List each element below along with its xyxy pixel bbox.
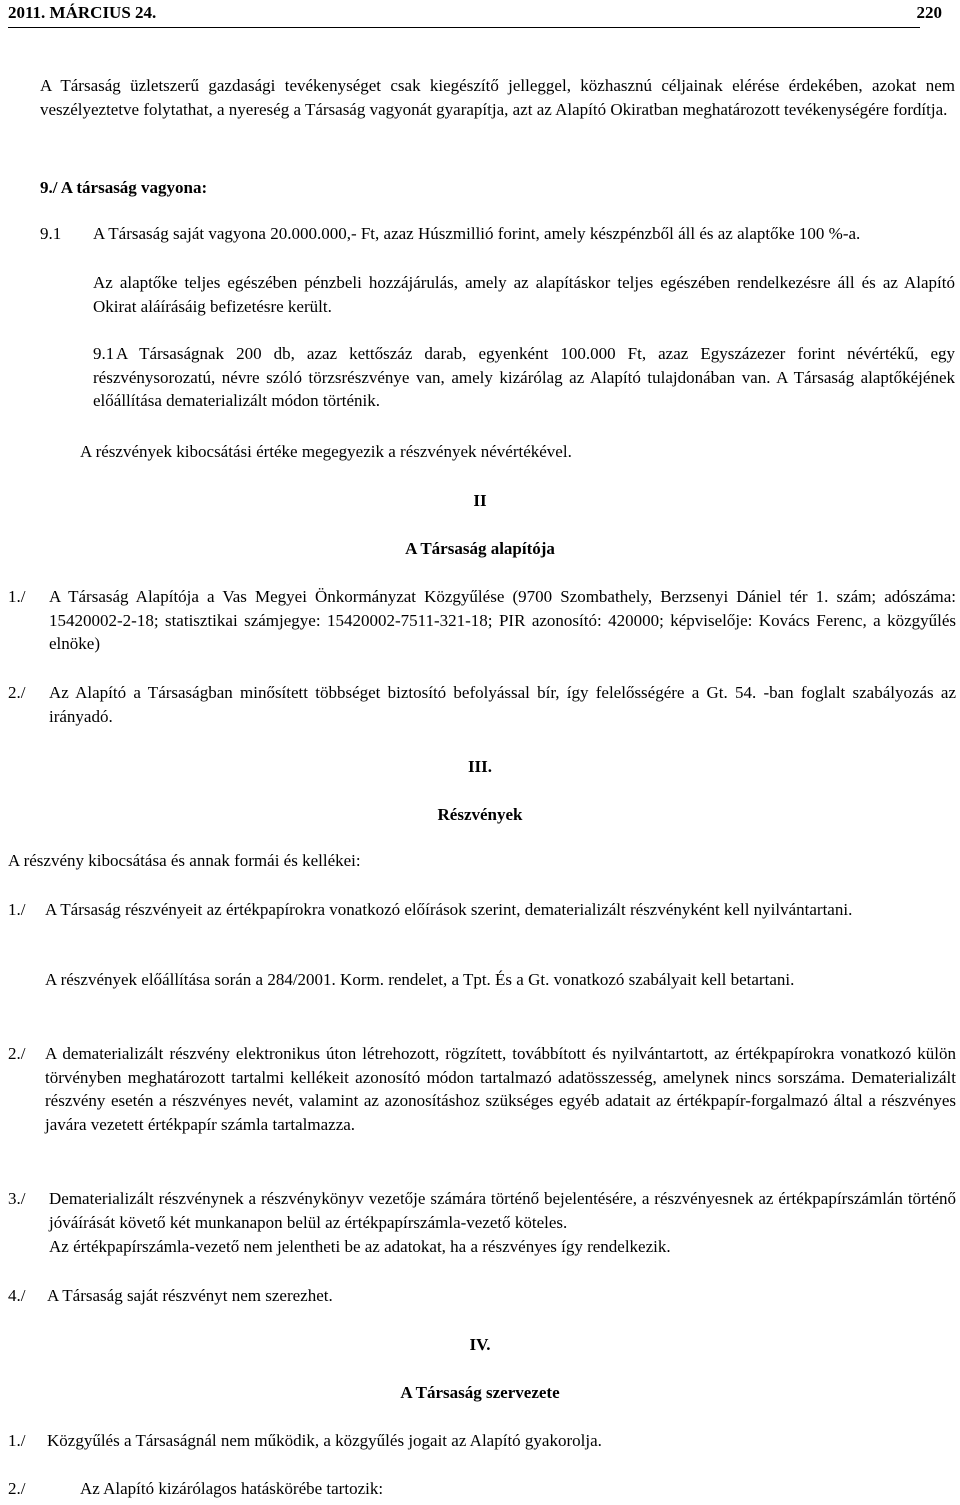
ch3-item-4-text: A Társaság saját részvényt nem szerezhet. <box>47 1286 333 1305</box>
p91b-text: A Társaságnak 200 db, azaz kettőszáz darab, egyenként 100.000 Ft, azaz Egyszázezer forint névértékű, egy részvénysorozatú, névre szóló törzsrészvénye van, amely kizárólag az Alapító tulajdonában van. A Társaság alaptőkéjének előállítása dematerializált módon történik. <box>93 344 955 410</box>
chapter-2-roman: II <box>473 491 487 510</box>
ch3-item-1-extra: A részvények előállítása során a 284/2001. Korm. rendelet, a Tpt. És a Gt. vonatkozó szabályait kell betartani. <box>45 970 795 989</box>
ch2-item-1-number: 1./ <box>8 587 26 606</box>
chapter-3-title: Részvények <box>437 805 523 824</box>
ch3-item-1-text: A Társaság részvényeit az értékpapírokra vonatkozó előírások szerint, dematerializált részvényként kell nyilvántartani. <box>45 900 853 919</box>
chapter-4-title: A Társaság szervezete <box>400 1383 560 1402</box>
header-date: 2011. MÁRCIUS 24. <box>8 3 157 22</box>
chapter-4-roman: IV. <box>469 1335 491 1354</box>
ch3-item-3-extra: Az értékpapírszámla-vezető nem jelentheti be az adatokat, ha a részvényes így rendelkezik. <box>49 1237 671 1256</box>
ch3-item-4-number: 4./ <box>8 1286 26 1305</box>
intro-paragraph: A Társaság üzletszerű gazdasági tevékenységet csak kiegészítő jelleggel, közhasznú céljainak elérése érdekében, azokat nem veszélyeztetve folytathat, a nyereség a Társaság vagyonát gyarapítja, azt az Alapító Okiratban meghatározott tevékenységére fordítja. <box>40 76 955 119</box>
ch2-item-2-text: Az Alapító a Társaságban minősített többséget biztosító befolyással bír, így felelősségére a Gt. 54. -ban foglalt szabályozás az irányadó. <box>49 683 956 726</box>
ch4-item-2-number: 2./ <box>8 1479 26 1498</box>
ch3-item-3-number: 3./ <box>8 1189 26 1208</box>
page-number: 220 <box>916 3 942 22</box>
chapter-3-intro: A részvény kibocsátása és annak formái és kellékei: <box>8 851 361 870</box>
p91-text: A Társaság saját vagyona 20.000.000,- Ft, azaz Húszmillió forint, amely készpénzből áll és az alaptőke 100 %-a. <box>93 224 861 243</box>
p91-number: 9.1 <box>40 224 62 243</box>
ch2-item-2-number: 2./ <box>8 683 26 702</box>
chapter-2-title: A Társaság alapítója <box>405 539 555 558</box>
ch3-item-2-text: A dematerializált részvény elektronikus úton létrehozott, rögzített, továbbított és nyilvántartott, az értékpapírokra vonatkozó külön törvényben meghatározott tartalmi kellékeit azonosító módon tartalmazó adatösszesség, amelynek nincs sorszáma. Dematerializált részvény esetén a részvényes nevét, valamint az azonosításhoz szükséges egyéb adatait az értékpapír-forgalmazó által a részvényes javára vezetett értékpapír számla tartalmazza. <box>45 1044 956 1134</box>
ch3-item-3-text: Dematerializált részvénynek a részvénykönyv vezetője számára történő bejelentésére, a részvényesnek az értékpapírszámlán történő jóváírását követő két munkanapon belül az értékpapírszámla-vezető köteles. <box>49 1189 956 1232</box>
ch4-item-2-text: Az Alapító kizárólagos hatáskörébe tartozik: <box>80 1479 384 1498</box>
issue-value-note: A részvények kibocsátási értéke megegyezik a részvények névértékével. <box>80 442 572 461</box>
ch4-item-1-text: Közgyűlés a Társaságnál nem működik, a közgyűlés jogait az Alapító gyakorolja. <box>47 1431 602 1450</box>
ch2-item-1-text: A Társaság Alapítója a Vas Megyei Önkormányzat Közgyűlése (9700 Szombathely, Berzsenyi Dániel tér 1. szám; adószáma: 15420002-2-18; statisztikai számjegye: 15420002-7511-321-18; PIR azonosító: 420000; képviselője: Kovács Ferenc, a közgyűlés elnöke) <box>49 587 956 653</box>
header-rule <box>8 27 920 28</box>
ch4-item-1-number: 1./ <box>8 1431 26 1450</box>
p91b-number: 9.1 <box>93 344 115 363</box>
ch3-item-1-number: 1./ <box>8 900 26 919</box>
p91-continuation: Az alaptőke teljes egészében pénzbeli hozzájárulás, amely az alapításkor teljes egészében rendelkezésre áll és az Alapító Okirat aláírásáig befizetésre került. <box>93 273 955 316</box>
chapter-3-roman: III. <box>467 757 493 776</box>
ch3-item-2-number: 2./ <box>8 1044 26 1063</box>
section-9-heading: 9./ A társaság vagyona: <box>40 178 208 197</box>
